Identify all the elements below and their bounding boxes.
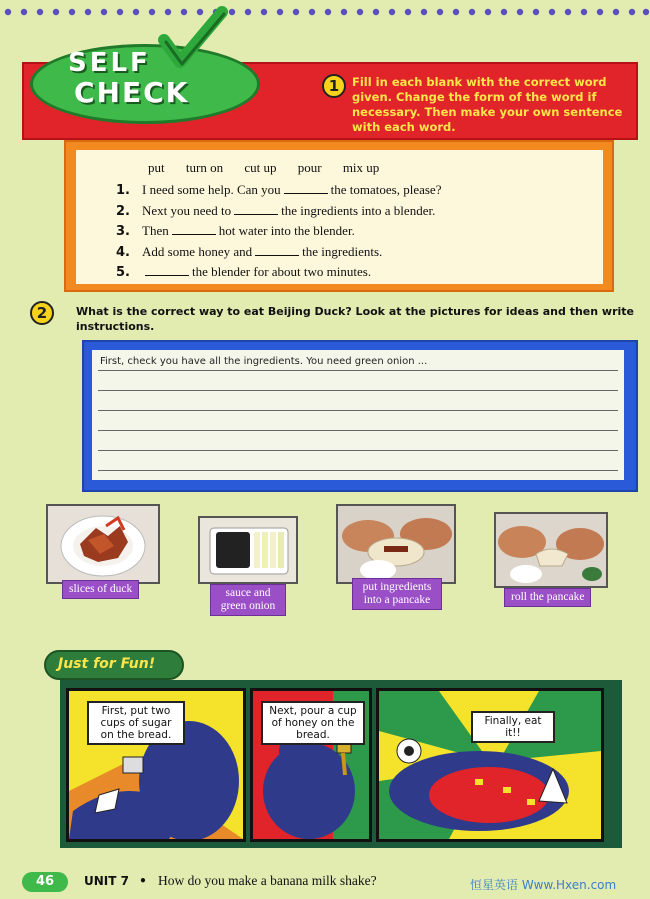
answer-blank[interactable]	[255, 246, 299, 256]
page-number: 46	[22, 872, 68, 892]
bullet: •	[139, 874, 147, 888]
writing-starter: First, check you have all the ingredients. You need green onion ...	[100, 356, 428, 367]
self-heading: SELF	[68, 48, 151, 78]
picture-caption: roll the pancake	[504, 588, 591, 607]
checkmark-icon	[158, 6, 228, 70]
writing-area[interactable]	[92, 350, 624, 480]
sauce-onion-photo	[198, 516, 298, 584]
item-number: 3.	[116, 224, 130, 239]
item-text-before: I need some help. Can you	[142, 182, 281, 197]
item-text-before: Next you need to	[142, 203, 232, 218]
item-number: 5.	[116, 265, 130, 280]
unit-title: How do you make a banana milk shake?	[158, 873, 377, 888]
exercise-item	[116, 223, 355, 239]
comic-panel-3	[376, 688, 604, 842]
unit-label	[84, 874, 147, 888]
item-text-before: Add some honey and	[142, 244, 253, 259]
exercise-1-number: 1	[322, 74, 346, 98]
exercise-item	[116, 182, 441, 198]
check-heading: CHECK	[74, 76, 190, 109]
word-bank-item: put	[148, 160, 165, 175]
item-text-before: Then	[142, 223, 169, 238]
word-bank-item: mix up	[342, 160, 380, 175]
speech-bubble: Next, pour a cup of honey on the bread.	[261, 701, 365, 745]
exercise-2-number: 2	[30, 301, 54, 325]
item-number: 1.	[116, 183, 130, 198]
item-text-after: the blender for about two minutes.	[192, 264, 372, 279]
exercise-item	[116, 244, 382, 260]
duck-slices-photo	[46, 504, 160, 584]
word-bank-item: cut up	[244, 160, 277, 175]
picture-caption: sauce and green onion	[210, 584, 286, 616]
word-bank-item: turn on	[185, 160, 224, 175]
fill-pancake-photo	[336, 504, 456, 584]
word-bank	[148, 160, 397, 176]
comic-panel-2	[250, 688, 372, 842]
item-text-after: the ingredients.	[302, 244, 383, 259]
picture-caption: slices of duck	[62, 580, 139, 599]
picture-caption: put ingredients into a pancake	[352, 578, 442, 610]
answer-blank[interactable]	[234, 205, 278, 215]
answer-blank[interactable]	[145, 266, 189, 276]
speech-bubble: Finally, eat it!!	[471, 711, 555, 743]
unit-number: UNIT 7	[84, 874, 129, 888]
watermark: 恒星英语 Www.Hxen.com	[470, 878, 617, 892]
dotted-border	[0, 4, 650, 20]
just-for-fun-title: Just for Fun!	[58, 656, 156, 672]
item-text-after: the ingredients into a blender.	[281, 203, 436, 218]
exercise-item	[116, 203, 435, 219]
item-text-after: the tomatoes, please?	[330, 182, 442, 197]
roll-pancake-photo	[494, 512, 608, 588]
exercise-1-instruction: Fill in each blank with the correct word given. Change the form of the word if necessary. Then make your own sentence with each word.	[352, 75, 623, 134]
answer-blank[interactable]	[284, 184, 328, 194]
item-number: 2.	[116, 204, 130, 219]
item-number: 4.	[116, 245, 130, 260]
exercise-2-instruction: What is the correct way to eat Beijing Duck? Look at the pictures for ideas and then write instructions.	[76, 305, 634, 333]
item-text-after: hot water into the blender.	[218, 223, 355, 238]
comic-panel-1	[66, 688, 246, 842]
speech-bubble: First, put two cups of sugar on the bread.	[87, 701, 185, 745]
answer-blank[interactable]	[172, 225, 216, 235]
exercise-item	[116, 264, 371, 280]
word-bank-item: pour	[297, 160, 322, 175]
